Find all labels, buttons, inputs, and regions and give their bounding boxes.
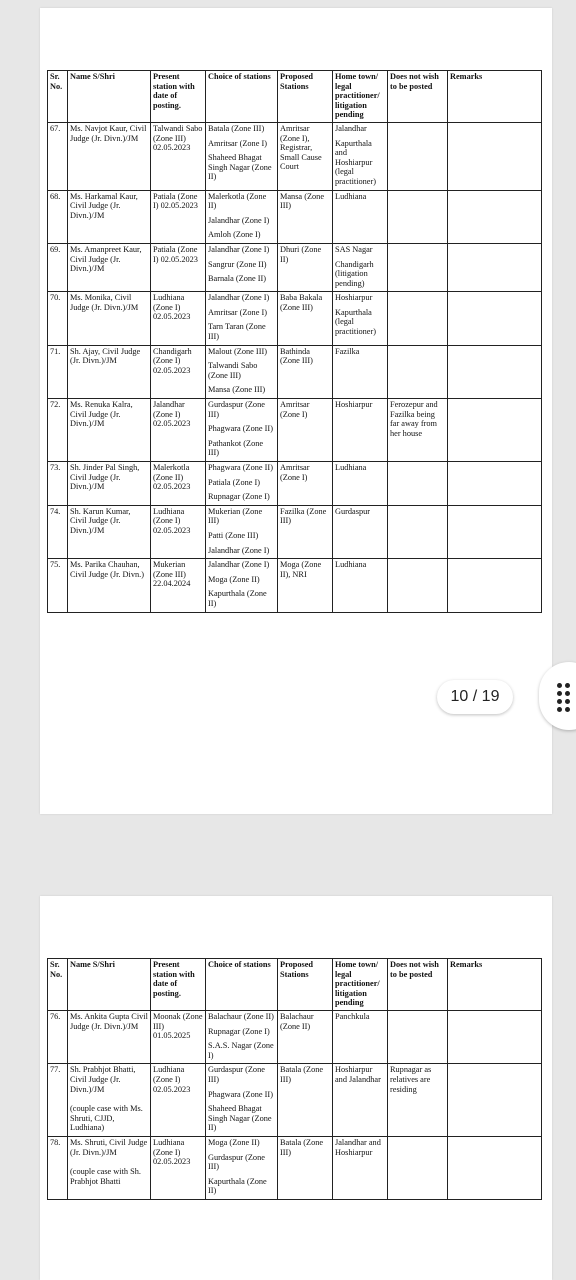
home-town — [333, 345, 388, 398]
officer-name — [68, 462, 151, 506]
choice-of-stations — [206, 505, 278, 558]
officer-name-text: Sh. Prabhjot Bhatti, Civil Judge (Jr. Divn.)/JM — [70, 1065, 136, 1094]
not-wish-posted — [388, 122, 448, 190]
station-choice: Tarn Taran (Zone III) — [208, 322, 266, 342]
serial-number: 74. — [48, 505, 68, 558]
officer-name — [68, 292, 151, 345]
column-header: Remarks — [448, 71, 542, 123]
proposed-station: Bathinda (Zone III) — [278, 345, 333, 398]
station-choice: Phagwara (Zone II) — [208, 463, 273, 472]
table-row — [48, 1064, 542, 1137]
serial-number: 69. — [48, 243, 68, 291]
column-header: Home town/ legal practitioner/ litigation pending — [333, 71, 388, 123]
station-choice: Gurdaspur (Zone III) — [208, 1152, 265, 1172]
officer-name-text: Ms. Monika, Civil Judge (Jr. Divn.)/JM — [70, 293, 139, 312]
home-town — [333, 462, 388, 506]
officer-name — [68, 190, 151, 243]
column-header: Does not wish to be posted — [388, 71, 448, 123]
station-choice: Barnala (Zone II) — [208, 274, 267, 284]
home-town-entry: Hoshiarpur — [335, 400, 373, 410]
home-town — [333, 190, 388, 243]
column-header: Sr. No. — [48, 71, 68, 123]
proposed-station: Baba Bakala (Zone III) — [278, 292, 333, 345]
proposed-station: Amritsar (Zone I) — [278, 399, 333, 462]
proposed-station: Balachaur (Zone II) — [278, 1010, 333, 1063]
officer-name — [68, 559, 151, 612]
remarks — [448, 345, 542, 398]
station-choice: Batala (Zone III) — [208, 123, 265, 133]
column-header: Home town/ legal practitioner/ litigation pending — [333, 959, 388, 1011]
home-town — [333, 1136, 388, 1199]
remarks — [448, 462, 542, 506]
choice-of-stations — [206, 399, 278, 462]
not-wish-posted: Ferozepur and Fazilka being far away from her house — [388, 399, 448, 462]
column-header: Sr. No. — [48, 959, 68, 1011]
column-header: Does not wish to be posted — [388, 959, 448, 1011]
station-choice: Kapurthala (Zone II) — [208, 1176, 267, 1196]
remarks — [448, 505, 542, 558]
not-wish-posted: Rupnagar as relatives are residing — [388, 1064, 448, 1137]
home-town-entry: Jalandhar — [335, 123, 367, 133]
proposed-station: Batala (Zone III) — [278, 1136, 333, 1199]
remarks — [448, 559, 542, 612]
couple-case-note: (couple case with Ms. Shruti, CJJD, Ludhiana) — [70, 1104, 143, 1133]
proposed-station: Dhuri (Zone II) — [278, 243, 333, 291]
station-choice: Amloh (Zone I) — [208, 230, 261, 240]
officer-name-text: Ms. Harkamal Kaur, Civil Judge (Jr. Divn.)/JM — [70, 191, 138, 220]
table-header-row — [48, 71, 542, 123]
remarks — [448, 122, 542, 190]
not-wish-posted — [388, 345, 448, 398]
station-choice: Jalandhar (Zone I) — [208, 215, 270, 225]
not-wish-posted — [388, 190, 448, 243]
home-town — [333, 1010, 388, 1063]
home-town — [333, 243, 388, 291]
station-choice: Balachaur (Zone II) — [208, 1011, 274, 1021]
station-choice: Talwandi Sabo (Zone III) — [208, 361, 258, 380]
serial-number: 78. — [48, 1136, 68, 1199]
posting-table — [47, 958, 542, 1200]
table-row — [48, 1010, 542, 1063]
table-row — [48, 559, 542, 612]
serial-number: 71. — [48, 345, 68, 398]
present-station: Moonak (Zone III) 01.05.2025 — [151, 1010, 206, 1063]
station-choice: Pathankot (Zone III) — [208, 438, 264, 458]
home-town-entry: Kapurthala and Hoshiarpur (legal practitioner) — [335, 138, 377, 186]
station-choice: Malerkotla (Zone II) — [208, 191, 267, 211]
officer-name-text: Ms. Shruti, Civil Judge (Jr. Divn.)/JM — [70, 1137, 148, 1157]
station-choice: Jalandhar (Zone I) — [208, 545, 270, 555]
proposed-station: Amritsar (Zone I) — [278, 462, 333, 506]
remarks — [448, 292, 542, 345]
table-row — [48, 399, 542, 462]
station-choice: Shaheed Bhagat Singh Nagar (Zone II) — [208, 153, 272, 182]
officer-name — [68, 345, 151, 398]
station-choice: Jalandhar (Zone I) — [208, 244, 270, 254]
present-station: Patiala (Zone I) 02.05.2023 — [151, 190, 206, 243]
column-header: Choice of stations — [206, 71, 278, 123]
station-choice: Jalandhar (Zone I) — [208, 293, 270, 303]
present-station: Ludhiana (Zone I) 02.05.2023 — [151, 1064, 206, 1137]
station-choice: Shaheed Bhagat Singh Nagar (Zone II) — [208, 1104, 272, 1133]
table-row — [48, 292, 542, 345]
table-row — [48, 243, 542, 291]
remarks — [448, 243, 542, 291]
station-choice: Mansa (Zone III) — [208, 385, 266, 395]
choice-of-stations — [206, 462, 278, 506]
choice-of-stations — [206, 1136, 278, 1199]
column-header: Remarks — [448, 959, 542, 1011]
home-town — [333, 1064, 388, 1137]
officer-name — [68, 1010, 151, 1063]
present-station: Ludhiana (Zone I) 02.05.2023 — [151, 292, 206, 345]
station-choice: Gurdaspur (Zone III) — [208, 400, 265, 419]
present-station: Ludhiana (Zone I) 02.05.2023 — [151, 1136, 206, 1199]
home-town-entry: Panchkula — [335, 1011, 370, 1021]
choice-of-stations — [206, 243, 278, 291]
choice-of-stations — [206, 190, 278, 243]
officer-name — [68, 505, 151, 558]
choice-of-stations — [206, 1010, 278, 1063]
home-town-entry: Kapurthala (legal practitioner) — [335, 307, 377, 337]
remarks — [448, 190, 542, 243]
document-page-11 — [40, 896, 552, 1280]
serial-number: 75. — [48, 559, 68, 612]
officer-name-text: Ms. Navjot Kaur, Civil Judge (Jr. Divn.)/JM — [70, 123, 147, 143]
present-station: Chandigarh (Zone I) 02.05.2023 — [151, 345, 206, 398]
home-town — [333, 399, 388, 462]
station-choice: S.A.S. Nagar (Zone I) — [208, 1041, 274, 1060]
choice-of-stations — [206, 345, 278, 398]
remarks — [448, 1010, 542, 1063]
choice-of-stations — [206, 122, 278, 190]
not-wish-posted — [388, 1010, 448, 1063]
table-row — [48, 1136, 542, 1199]
officer-name — [68, 122, 151, 190]
serial-number: 68. — [48, 190, 68, 243]
station-choice: Moga (Zone II) — [208, 574, 260, 584]
station-choice: Phagwara (Zone II) — [208, 1089, 273, 1099]
serial-number: 76. — [48, 1010, 68, 1063]
home-town-entry: Ludhiana — [335, 560, 367, 570]
posting-table — [47, 70, 542, 613]
officer-name-text: Ms. Renuka Kalra, Civil Judge (Jr. Divn.)/JM — [70, 400, 133, 429]
table-row — [48, 505, 542, 558]
choice-of-stations — [206, 559, 278, 612]
station-choice: Mukerian (Zone III) — [208, 506, 263, 526]
officer-name — [68, 1064, 151, 1137]
home-town-entry: Fazilka — [335, 346, 360, 356]
proposed-station: Fazilka (Zone III) — [278, 505, 333, 558]
column-header: Present station with date of posting. — [151, 71, 206, 123]
remarks — [448, 1136, 542, 1199]
station-choice: Patiala (Zone I) — [208, 477, 261, 487]
remarks — [448, 1064, 542, 1137]
proposed-station: Mansa (Zone III) — [278, 190, 333, 243]
not-wish-posted — [388, 505, 448, 558]
station-choice: Patti (Zone III) — [208, 530, 259, 540]
present-station: Malerkotla (Zone II) 02.05.2023 — [151, 462, 206, 506]
choice-of-stations — [206, 292, 278, 345]
station-choice: Rupnagar (Zone I) — [208, 492, 270, 502]
home-town-entry: Gurdaspur — [335, 506, 371, 516]
table-row — [48, 190, 542, 243]
home-town — [333, 292, 388, 345]
station-choice: Malout (Zone III) — [208, 346, 267, 356]
home-town-entry: Jalandhar and Hoshiarpur — [335, 1137, 381, 1157]
proposed-station: Moga (Zone II), NRI — [278, 559, 333, 612]
home-town — [333, 559, 388, 612]
serial-number: 72. — [48, 399, 68, 462]
serial-number: 73. — [48, 462, 68, 506]
serial-number: 70. — [48, 292, 68, 345]
remarks — [448, 399, 542, 462]
present-station: Mukerian (Zone III) 22.04.2024 — [151, 559, 206, 612]
officer-name-text: Sh. Karun Kumar, Civil Judge (Jr. Divn.)/JM — [70, 506, 131, 535]
officer-name-text: Sh. Jinder Pal Singh, Civil Judge (Jr. Divn.)/JM — [70, 463, 140, 492]
home-town-entry: SAS Nagar — [335, 244, 373, 254]
column-header: Proposed Stations — [278, 71, 333, 123]
officer-name — [68, 243, 151, 291]
station-choice: Moga (Zone II) — [208, 1137, 260, 1147]
home-town — [333, 505, 388, 558]
column-header: Present station with date of posting. — [151, 959, 206, 1011]
station-choice: Phagwara (Zone II) — [208, 424, 273, 434]
station-choice: Kapurthala (Zone II) — [208, 589, 267, 608]
choice-of-stations — [206, 1064, 278, 1137]
present-station: Jalandhar (Zone I) 02.05.2023 — [151, 399, 206, 462]
present-station: Talwandi Sabo (Zone III) 02.05.2023 — [151, 122, 206, 190]
station-choice: Gurdaspur (Zone III) — [208, 1065, 265, 1084]
column-header: Choice of stations — [206, 959, 278, 1011]
not-wish-posted — [388, 462, 448, 506]
not-wish-posted — [388, 243, 448, 291]
page-indicator: 10 / 19 — [437, 680, 513, 714]
station-choice: Sangrur (Zone II) — [208, 259, 267, 269]
officer-name-text: Ms. Amanpreet Kaur, Civil Judge (Jr. Divn.)/JM — [70, 244, 142, 274]
officer-name-text: Ms. Ankita Gupta Civil Judge (Jr. Divn.)/JM — [70, 1011, 148, 1031]
home-town-entry: Ludhiana — [335, 191, 367, 201]
not-wish-posted — [388, 292, 448, 345]
officer-name — [68, 1136, 151, 1199]
home-town-entry: Chandigarh (litigation pending) — [335, 259, 374, 288]
home-town-entry: Hoshiarpur and Jalandhar — [335, 1065, 381, 1084]
station-choice: Amritsar (Zone I) — [208, 307, 267, 317]
table-header-row — [48, 959, 542, 1011]
officer-name-text: Ms. Parika Chauhan, Civil Judge (Jr. Divn.) — [70, 560, 144, 579]
proposed-station: Amritsar (Zone I), Registrar, Small Cause Court — [278, 122, 333, 190]
officer-name-text: Sh. Ajay, Civil Judge (Jr. Divn.)/JM — [70, 346, 141, 366]
station-choice: Rupnagar (Zone I) — [208, 1026, 270, 1036]
table-row — [48, 345, 542, 398]
table-row — [48, 462, 542, 506]
station-choice: Amritsar (Zone I) — [208, 138, 267, 148]
home-town-entry: Hoshiarpur — [335, 293, 373, 303]
serial-number: 67. — [48, 122, 68, 190]
column-header: Name S/Shri — [68, 959, 151, 1011]
column-header: Name S/Shri — [68, 71, 151, 123]
not-wish-posted — [388, 559, 448, 612]
home-town — [333, 122, 388, 190]
officer-name — [68, 399, 151, 462]
table-row — [48, 122, 542, 190]
proposed-station: Batala (Zone III) — [278, 1064, 333, 1137]
column-header: Proposed Stations — [278, 959, 333, 1011]
present-station: Ludhiana (Zone I) 02.05.2023 — [151, 505, 206, 558]
station-choice: Jalandhar (Zone I) — [208, 560, 270, 570]
present-station: Patiala (Zone I) 02.05.2023 — [151, 243, 206, 291]
serial-number: 77. — [48, 1064, 68, 1137]
home-town-entry: Ludhiana — [335, 463, 367, 472]
couple-case-note: (couple case with Sh. Prabhjot Bhatti — [70, 1167, 141, 1186]
not-wish-posted — [388, 1136, 448, 1199]
